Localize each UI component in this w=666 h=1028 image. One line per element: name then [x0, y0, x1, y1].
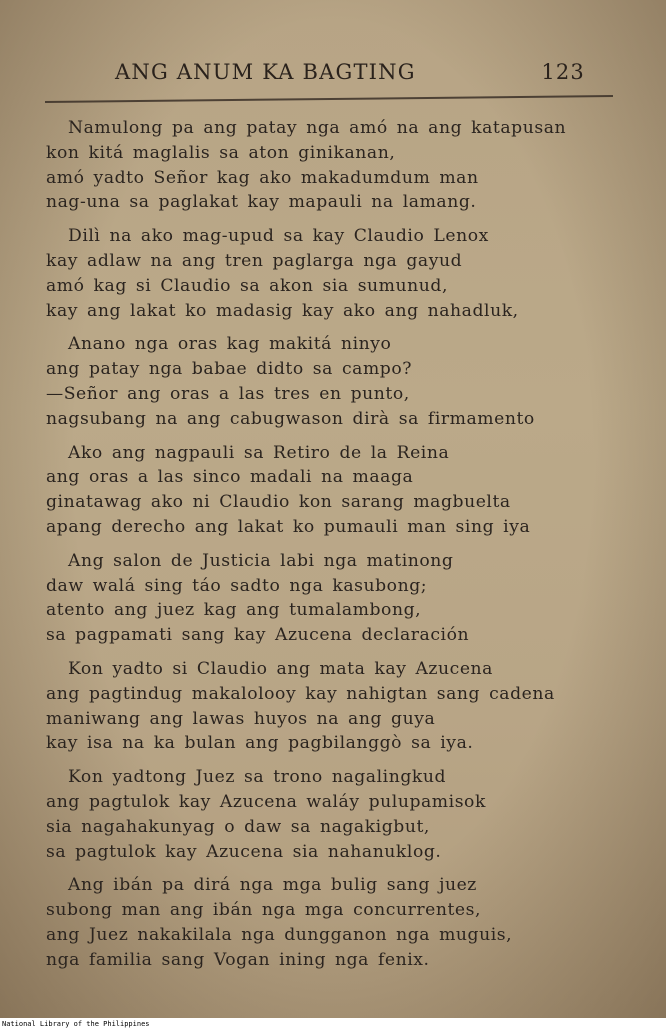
stanza-line: sia nagahakunyag o daw sa nagakigbut,: [46, 816, 430, 837]
stanza-line: atento ang juez kag ang tumalambong,: [46, 600, 422, 621]
stanza-line: daw walá sing táo sadto nga kasubong;: [46, 575, 428, 596]
stanza-line: maniwang ang lawas huyos na ang guya: [46, 708, 436, 729]
stanza-line: Anano nga oras kag makitá ninyo: [68, 334, 392, 355]
stanza-line: apang derecho ang lakat ko pumauli man sing iya: [46, 516, 531, 537]
running-head: [115, 60, 595, 92]
stanza-4: [46, 441, 646, 540]
stanza-line: Dilì na ako mag-upud sa kay Claudio Lenox: [68, 226, 489, 247]
stanza-line: kay ang lakat ko madasig kay ako ang nahadluk,: [46, 300, 519, 321]
stanza-1: [46, 116, 646, 215]
stanza-line: Kon yadtong Juez sa trono nagalingkud: [68, 767, 447, 788]
stanza-line: ang oras a las sinco madali na maaga: [46, 467, 414, 488]
stanza-line: Kon yadto si Claudio ang mata kay Azucena: [68, 658, 493, 679]
stanza-line: nag-una sa paglakat kay mapauli na lamang.: [46, 192, 477, 213]
stanza-5: [46, 549, 646, 648]
stanza-line: nga familia sang Vogan ining nga fenix.: [46, 949, 430, 970]
stanza-line: amó yadto Señor kag ako makadumdum man: [46, 167, 479, 188]
stanza-8: [46, 873, 646, 972]
stanza-line: ang pagtindug makalolooy kay nahigtan sang cadena: [46, 683, 555, 704]
stanza-line: sa pagpamati sang kay Azucena declaración: [46, 625, 470, 646]
stanza-2: [46, 224, 646, 323]
stanza-line: Ang ibán pa dirá nga mga bulig sang juez: [68, 875, 477, 896]
stanza-line: kay isa na ka bulan ang pagbilanggò sa iya.: [46, 733, 474, 754]
stanza-line: Namulong pa ang patay nga amó na ang katapusan: [68, 118, 567, 138]
running-title: ANG ANUM KA BAGTING: [115, 60, 416, 84]
library-credit: National Library of the Philippines: [2, 1020, 150, 1028]
page-number: 123: [541, 60, 585, 84]
stanza-line: ginatawag ako ni Claudio kon sarang magbuelta: [46, 492, 511, 513]
stanza-line: —Señor ang oras a las tres en punto,: [46, 383, 410, 404]
stanza-line: ang Juez nakakilala nga dungganon nga muguis,: [46, 924, 513, 945]
stanza-line: nagsubang na ang cabugwason dirà sa firmamento: [46, 408, 535, 429]
stanza-line: amó kag si Claudio sa akon sia sumunud,: [46, 275, 448, 296]
stanza-line: subong man ang ibán nga mga concurrentes,: [46, 900, 482, 921]
header-rule: [45, 95, 613, 103]
stanza-6: [46, 657, 646, 756]
stanza-3: [46, 332, 646, 431]
stanza-line: kon kitá maglalis sa aton ginikanan,: [46, 142, 396, 163]
stanza-line: Ang salon de Justicia labi nga matinong: [68, 550, 454, 571]
stanza-line: ang pagtulok kay Azucena waláy pulupamisok: [46, 791, 486, 812]
poem-body: [46, 116, 646, 982]
stanza-line: ang patay nga babae didto sa campo?: [46, 359, 413, 380]
stanza-line: Ako ang nagpauli sa Retiro de la Reina: [68, 442, 450, 463]
stanza-line: kay adlaw na ang tren paglarga nga gayud: [46, 250, 463, 271]
stanza-line: sa pagtulok kay Azucena sia nahanuklog.: [46, 841, 442, 862]
stanza-7: [46, 765, 646, 864]
